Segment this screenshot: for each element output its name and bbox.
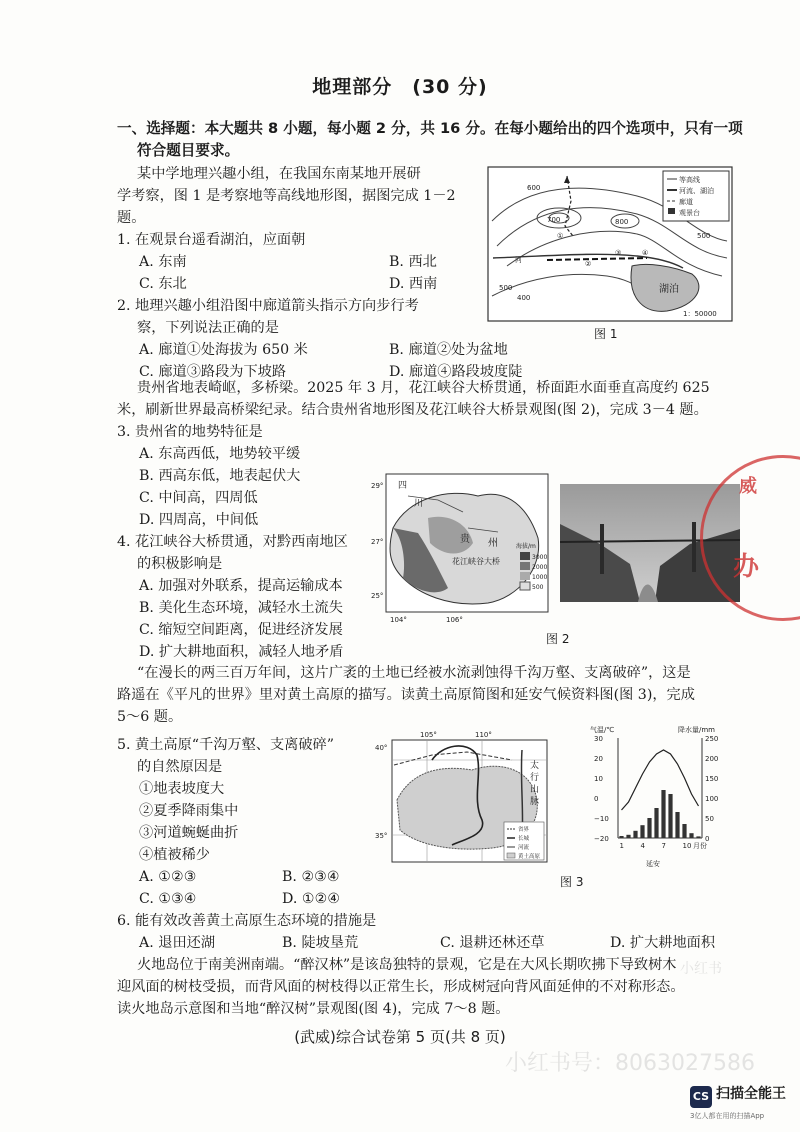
q2-option-c[interactable]: C. 廊道③路段为下坡路	[139, 364, 287, 380]
intro2-line: 贵州省地表崎岖，多桥梁。2025 年 3 月，花江峡谷大桥贯通，桥面距水面垂直高度约 625	[137, 380, 710, 396]
temp-tick-label: −10	[594, 815, 609, 823]
q1-option-c[interactable]: C. 东北	[139, 276, 187, 292]
corridor-marker: ②	[585, 260, 592, 268]
mountain-label: 行	[530, 773, 540, 783]
precip-axis-label: 降水量/mm	[678, 726, 715, 734]
contour-label: 400	[517, 294, 531, 302]
lat-label: 40°	[375, 744, 388, 752]
precip-bar	[675, 812, 679, 838]
q1-option-b[interactable]: B. 西北	[389, 254, 437, 270]
figure-1-caption: 图 1	[594, 327, 618, 341]
q5-option-d[interactable]: D. ①②④	[282, 891, 341, 907]
figure-1-contour-map	[487, 166, 733, 322]
temp-tick-label: 30	[594, 735, 603, 743]
legend-value: 2000	[532, 564, 548, 571]
lon-label: 105°	[420, 731, 437, 739]
contour-label: 500	[499, 284, 513, 292]
precip-tick-label: 100	[705, 795, 719, 803]
scanner-app-icon: CS	[690, 1086, 712, 1108]
legend-item: 黄土高原	[518, 854, 541, 860]
month-tick-label: 7	[661, 842, 666, 850]
contour-label: 600	[527, 184, 541, 192]
corridor-marker: ①	[557, 232, 564, 240]
temp-tick-label: 20	[594, 755, 603, 763]
legend-item: 长城	[518, 836, 530, 842]
watermark-text: 小红书号：8063027586	[505, 1051, 755, 1076]
temp-tick-label: 0	[594, 795, 599, 803]
q5-statement: ④植被稀少	[139, 847, 210, 863]
q2-stem-cont: 察，下列说法正确的是	[137, 320, 279, 336]
precip-bar	[689, 833, 693, 838]
corridor-marker: ③	[615, 249, 622, 257]
q6-stem: 6. 能有效改善黄土高原生态环境的措施是	[117, 913, 377, 929]
intro3-line: 路遥在《平凡的世界》里对黄土高原的描写。读黄土高原简图和延安气候资料图(图 3)，完成	[117, 687, 695, 703]
q5-stem-cont: 的自然原因是	[137, 759, 223, 775]
lat-label: 25°	[371, 592, 384, 600]
q6-option-a[interactable]: A. 退田还湖	[139, 935, 216, 951]
intro1-line: 题。	[117, 210, 146, 226]
region-label: 州	[488, 538, 498, 549]
temp-line	[622, 750, 699, 810]
precip-bar	[626, 835, 630, 838]
q6-option-b[interactable]: B. 陡坡垦荒	[282, 935, 359, 951]
q3-stem: 3. 贵州省的地势特征是	[117, 424, 263, 440]
q4-option-c[interactable]: C. 缩短空间距离，促进经济发展	[139, 622, 343, 638]
lake-label: 湖泊	[659, 284, 679, 295]
intro2-line: 米，刷新世界最高桥梁纪录。结合贵州省地形图及花江峡谷大桥景观图(图 2)，完成 3－4 题。	[117, 402, 708, 418]
figure-3-loess-map	[372, 730, 552, 870]
q1-option-a[interactable]: A. 东南	[139, 254, 187, 270]
precip-tick-label: 150	[705, 775, 719, 783]
legend-viewpoint: 观景台	[679, 209, 700, 217]
q3-option-a[interactable]: A. 东高西低，地势较平缓	[139, 446, 301, 462]
q1-stem: 1. 在观景台遥看湖泊，应面朝	[117, 232, 306, 248]
intro1-line: 学考察，图 1 是考察地等高线地形图，据图完成 1－2	[117, 188, 456, 204]
q4-option-a[interactable]: A. 加强对外联系，提高运输成本	[139, 578, 343, 594]
region-label: 四	[398, 481, 408, 491]
lat-label: 35°	[375, 832, 388, 840]
section-heading: 一、选择题：本大题共 8 小题，每小题 2 分，共 16 分。在每小题给出的四个选项中，只有一项	[117, 120, 743, 137]
temp-tick-label: 10	[594, 775, 603, 783]
figure-3-caption: 图 3	[560, 875, 584, 889]
q6-option-c[interactable]: C. 退耕还林还草	[440, 935, 545, 951]
precip-bar	[647, 818, 651, 838]
q1-option-d[interactable]: D. 西南	[389, 276, 438, 292]
precip-tick-label: 0	[705, 835, 710, 843]
q3-option-b[interactable]: B. 西高东低，地表起伏大	[139, 468, 301, 484]
intro4-line: 火地岛位于南美洲南端。“醉汉林”是该岛独特的景观，它是在大风长期吹拂下导致树木	[137, 957, 677, 973]
legend-corridor: 廊道	[679, 198, 693, 206]
intro4-line: 迎风面的树枝受损，而背风面的树枝得以正常生长，形成树冠向背风面延伸的不对称形态。	[117, 979, 685, 995]
q5-option-c[interactable]: C. ①③④	[139, 891, 197, 907]
precip-tick-label: 200	[705, 755, 719, 763]
precip-bar	[654, 808, 658, 838]
q4-stem: 4. 花江峡谷大桥贯通，对黔西南地区	[117, 534, 348, 550]
intro4-line: 读火地岛示意图和当地“醉汉树”景观图(图 4)，完成 7～8 题。	[117, 1001, 510, 1017]
month-tick-label: 月份	[693, 842, 707, 850]
river-label: 河	[515, 256, 522, 264]
month-tick-label: 1	[619, 842, 624, 850]
precip-bar	[619, 836, 623, 838]
legend-contour: 等高线	[679, 176, 700, 184]
q5-option-a[interactable]: A. ①②③	[139, 869, 197, 885]
scanner-app-tagline: 3亿人都在用的扫描App	[690, 1112, 765, 1120]
q6-option-d[interactable]: D. 扩大耕地面积	[610, 935, 716, 951]
temp-tick-label: −20	[594, 835, 609, 843]
mountain-label: 太	[530, 761, 540, 771]
figure-2-caption: 图 2	[546, 632, 570, 646]
precip-bar	[633, 831, 637, 838]
region-label: 贵	[460, 534, 470, 545]
q5-option-b[interactable]: B. ②③④	[282, 869, 340, 885]
q2-option-a[interactable]: A. 廊道①处海拔为 650 米	[139, 342, 308, 358]
legend-river-lake: 河流、湖泊	[679, 187, 714, 195]
q2-option-b[interactable]: B. 廊道②处为盆地	[389, 342, 508, 358]
precip-bar	[661, 790, 665, 838]
lon-label: 110°	[475, 731, 492, 739]
precip-tick-label: 50	[705, 815, 714, 823]
lat-label: 27°	[371, 538, 384, 546]
month-tick-label: 4	[640, 842, 645, 850]
q5-statement: ②夏季降雨集中	[139, 803, 239, 819]
section-heading-cont: 符合题目要求。	[137, 142, 240, 159]
bridge-label: 花江峡谷大桥	[452, 557, 500, 566]
lon-label: 104°	[390, 616, 407, 624]
intro1-line: 某中学地理兴趣小组，在我国东南某地开展研	[137, 166, 421, 182]
mountain-label: 山	[530, 785, 540, 795]
q4-option-d[interactable]: D. 扩大耕地面积，减轻人地矛盾	[139, 644, 344, 660]
precip-bar	[682, 824, 686, 838]
q2-option-d[interactable]: D. 廊道④路段坡度陡	[389, 364, 523, 380]
contour-label: 800	[615, 218, 629, 226]
corridor-marker: ④	[642, 249, 649, 257]
temp-axis-label: 气温/℃	[590, 726, 615, 734]
q5-statement: ③河道蜿蜒曲折	[139, 825, 239, 841]
region-label: 川	[414, 499, 424, 509]
intro3-line: “在漫长的两三百万年间，这片广袤的土地已经被水流剥蚀得千沟万壑、支离破碎”，这是	[137, 665, 691, 681]
legend-title: 海拔/m	[516, 543, 536, 550]
legend-value: 500	[532, 584, 544, 591]
lat-label: 29°	[371, 482, 384, 490]
page-title: 地理部分 (30 分)	[312, 76, 488, 98]
q3-option-c[interactable]: C. 中间高，四周低	[139, 490, 258, 506]
climate-place-label: 延安	[646, 860, 660, 868]
q5-statement: ①地表坡度大	[139, 781, 225, 797]
precip-bar	[696, 836, 700, 838]
legend-item: 河流	[518, 845, 530, 851]
precip-tick-label: 250	[705, 735, 719, 743]
stamp-char: 办	[733, 552, 760, 582]
month-tick-label: 10	[682, 842, 692, 850]
legend-value: 1000	[532, 574, 548, 581]
q4-stem-cont: 的积极影响是	[137, 556, 223, 572]
mountain-label: 脉	[530, 797, 540, 807]
q5-stem: 5. 黄土高原“千沟万壑、支离破碎”	[117, 737, 334, 753]
watermark-logo: 小红书	[680, 961, 722, 977]
figure-3-climate-chart	[590, 724, 730, 874]
legend-item: 省界	[518, 827, 530, 833]
precip-bar	[640, 825, 644, 838]
figure-2-guizhou-map	[368, 468, 558, 624]
intro3-line: 5～6 题。	[117, 709, 183, 725]
precip-bar	[668, 794, 672, 838]
q2-stem: 2. 地理兴趣小组沿图中廊道箭头指示方向步行考	[117, 298, 419, 314]
q3-option-d[interactable]: D. 四周高，中间低	[139, 512, 259, 528]
contour-label: 700	[547, 216, 561, 224]
scanner-app-name: 扫描全能王	[716, 1086, 786, 1102]
lon-label: 106°	[446, 616, 463, 624]
stamp-char: 威	[739, 476, 757, 497]
q4-option-b[interactable]: B. 美化生态环境，减轻水土流失	[139, 600, 343, 616]
contour-label: 500	[697, 232, 711, 240]
legend-value: 3000	[532, 554, 548, 561]
scale-label: 1：50000	[683, 310, 717, 318]
page-footer: (武威)综合试卷第 5 页(共 8 页)	[294, 1028, 506, 1046]
